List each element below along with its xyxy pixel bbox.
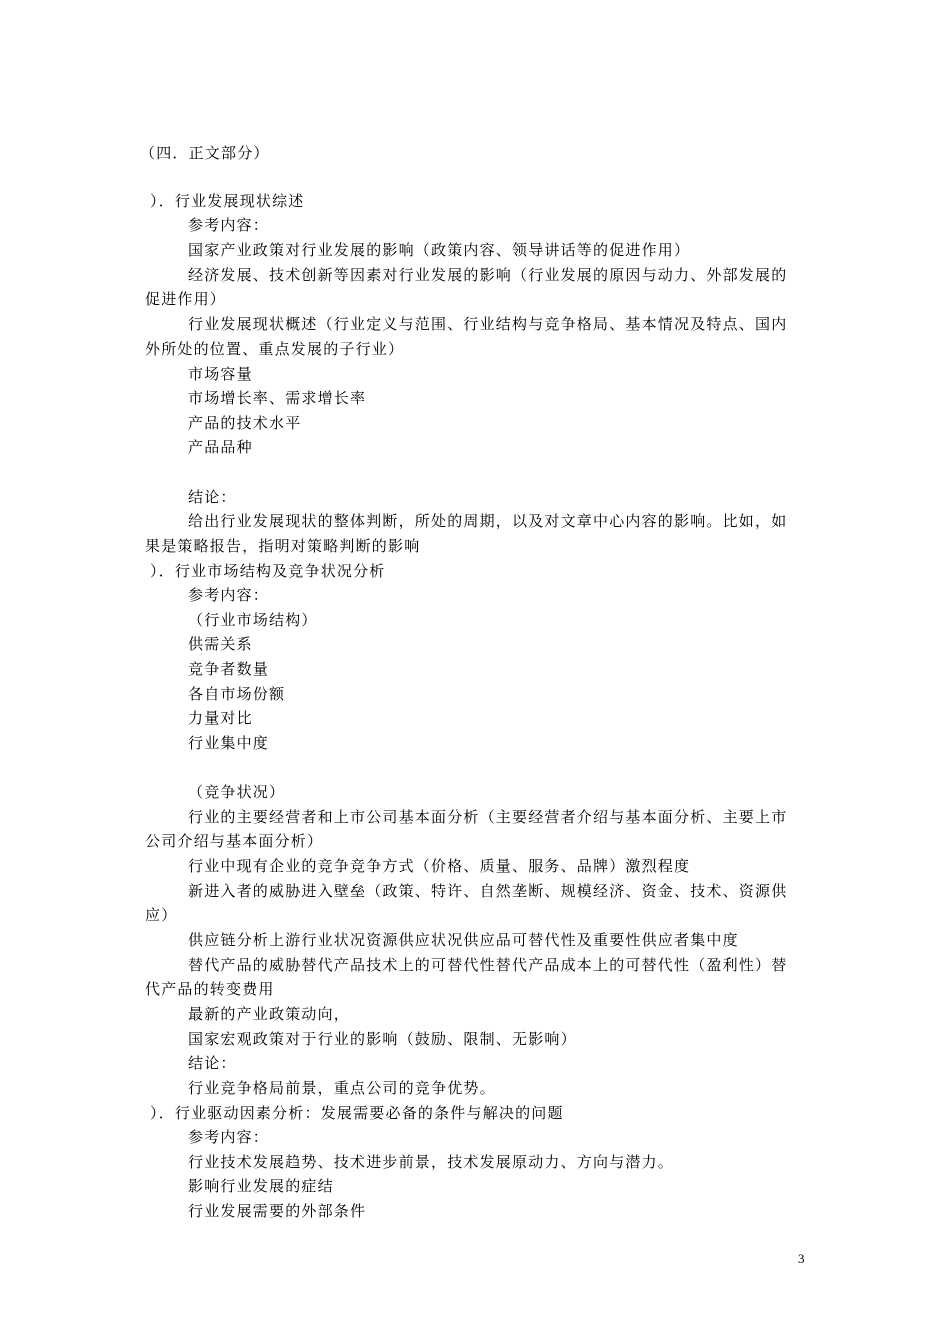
text-line: 行业竞争格局前景，重点公司的竞争优势。 [188,1079,496,1097]
text-line: 各自市场份额 [188,685,286,703]
text-line: 竞争者数量 [188,660,270,678]
text-line: 促进作用） [145,290,227,308]
heading-3: ）．行业驱动因素分析：发展需要必备的条件与解决的问题 [150,1104,564,1122]
text-line: 影响行业发展的症结 [188,1177,334,1195]
heading-1: ）．行业发展现状综述 [150,192,305,210]
text-line: 结论： [188,1054,237,1072]
text-line: （竞争状况） [188,783,286,801]
text-line: 给出行业发展现状的整体判断，所处的周期，以及对文章中心内容的影响。比如，如 [188,512,788,530]
text-line: 结论： [188,488,237,506]
text-line: 行业发展现状概述（行业定义与范围、行业结构与竞争格局、基本情况及特点、国内 [188,315,788,333]
text-line: 国家宏观政策对于行业的影响（鼓励、限制、无影响） [188,1030,577,1048]
heading-2: ）．行业市场结构及竞争状况分析 [150,562,386,580]
text-line: 力量对比 [188,709,253,727]
text-line: 行业的主要经营者和上市公司基本面分析（主要经营者介绍与基本面分析、主要上市 [188,808,788,826]
text-line: 参考内容： [188,586,270,604]
page-number: 3 [798,1251,805,1266]
text-line: （行业市场结构） [188,611,318,629]
text-line: 替代产品的威胁替代产品技术上的可替代性替代产品成本上的可替代性（盈利性）替 [188,956,788,974]
text-line: 新进入者的威胁进入壁垒（政策、特许、自然垄断、规模经济、资金、技术、资源供 [188,882,788,900]
text-line: 经济发展、技术创新等因素对行业发展的影响（行业发展的原因与动力、外部发展的 [188,266,788,284]
text-line: 供需关系 [188,635,253,653]
text-line: 应） [145,906,178,924]
text-line: 公司介绍与基本面分析） [145,832,324,850]
text-line: 参考内容： [188,1128,270,1146]
text-line: 市场容量 [188,365,253,383]
text-line: 行业技术发展趋势、技术进步前景，技术发展原动力、方向与潜力。 [188,1153,675,1171]
text-line: 外所处的位置、重点发展的子行业） [145,340,405,358]
text-line: 国家产业政策对行业发展的影响（政策内容、领导讲话等的促进作用） [188,241,691,259]
text-line: 果是策略报告，指明对策略判断的影响 [145,537,421,555]
text-line: 行业中现有企业的竞争竞争方式（价格、质量、服务、品牌）激烈程度 [188,857,691,875]
text-line: 产品品种 [188,438,253,456]
text-line: 代产品的转变费用 [145,980,275,998]
text-line: 产品的技术水平 [188,414,302,432]
text-line: 供应链分析上游行业状况资源供应状况供应品可替代性及重要性供应者集中度 [188,931,739,949]
text-line: 行业发展需要的外部条件 [188,1202,367,1220]
text-line: 最新的产业政策动向， [188,1005,351,1023]
text-line: 行业集中度 [188,734,270,752]
text-line: 参考内容： [188,216,270,234]
text-line: 市场增长率、需求增长率 [188,389,367,407]
section-title: （四．正文部分） [140,144,270,162]
